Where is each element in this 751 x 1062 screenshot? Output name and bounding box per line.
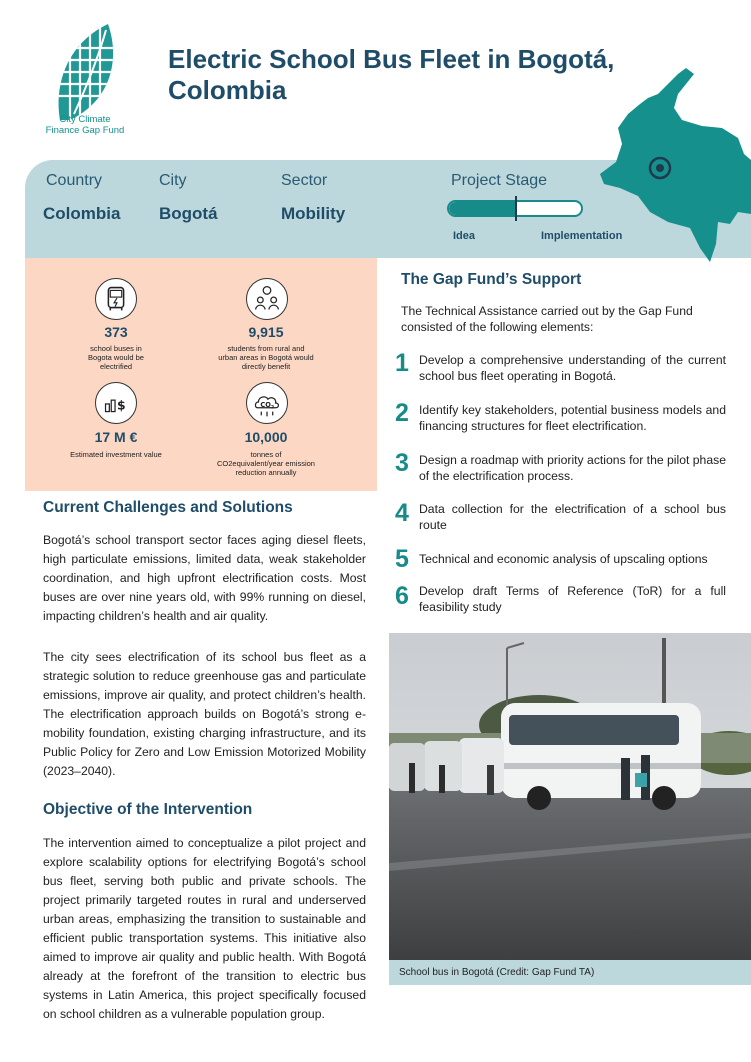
step-number: 1 bbox=[395, 349, 409, 377]
students-icon bbox=[246, 278, 288, 320]
stat-text-line: CO2equivalent/year emission bbox=[217, 459, 315, 468]
photo-caption bbox=[389, 960, 751, 985]
title-line-2: Colombia bbox=[168, 75, 287, 105]
stat-text-line: reduction annually bbox=[235, 468, 297, 477]
logo-line-1: City Climate bbox=[59, 114, 111, 125]
challenges-heading: Current Challenges and Solutions bbox=[43, 499, 293, 516]
investment-icon bbox=[95, 382, 137, 424]
city-value: Bogotá bbox=[159, 204, 218, 223]
stat-buses-value: 373 bbox=[104, 324, 128, 340]
stat-text-line: electrified bbox=[99, 362, 133, 371]
stage-start-label: Idea bbox=[453, 230, 476, 242]
stat-buses-text bbox=[56, 344, 176, 371]
stage-label: Project Stage bbox=[451, 172, 548, 189]
support-intro: The Technical Assistance carried out by the Gap Fund consisted of the following elements: bbox=[401, 304, 693, 334]
stat-text-line: Bogota would be bbox=[88, 353, 144, 362]
stat-emissions-value: 10,000 bbox=[244, 429, 288, 445]
school-bus-photo bbox=[389, 633, 751, 960]
objective-paragraph: The intervention aimed to conceptualize a pilot project and explore scalability options for electrifying Bogotá’s school bus fleet, serving both public and private schools. The project primarily targeted routes in rural and underserved urban areas, emphasizing the transition to sustainable and efficient public transportation systems. This initiative also aimed to improve air quality and public health. With Bogotá already at the forefront of the transition to electric bus systems in Latin America, this project specifically focused on school children as a vulnerable population group. bbox=[43, 836, 366, 1021]
country-label: Country bbox=[46, 172, 103, 189]
step-number: 3 bbox=[395, 449, 409, 477]
stat-text-line: urban areas in Bogotá would bbox=[218, 353, 314, 362]
co2-icon-label: CO bbox=[260, 400, 271, 409]
step-text: Data collection for the electrification of a school bus route bbox=[419, 502, 726, 532]
svg-text:$: $ bbox=[116, 398, 126, 413]
colombia-map-icon bbox=[598, 64, 751, 264]
challenges-paragraph-1: Bogotá’s school transport sector faces aging diesel fleets, high particulate emissions, limited data, weak stakeholder coordination, and high upfront electrification costs. Most buses are over nine years old, with 99% running on diesel, impacting children’s health and air quality. bbox=[43, 533, 366, 623]
step-text: Develop draft Terms of Reference (ToR) for a full feasibility study bbox=[419, 584, 726, 614]
stat-text-line: students from rural and bbox=[227, 344, 305, 353]
svg-text:CO2: $CO_2$ bbox=[260, 400, 275, 411]
project-stage-fill bbox=[449, 202, 515, 215]
stage-end-label: Implementation bbox=[541, 230, 623, 242]
stat-students-text bbox=[201, 344, 331, 371]
stat-students-value: 9,915 bbox=[248, 324, 284, 340]
city-label: City bbox=[159, 172, 187, 189]
country-value: Colombia bbox=[43, 204, 121, 223]
stat-investment-text bbox=[46, 450, 186, 459]
stat-text-line: directly benefit bbox=[241, 362, 291, 371]
step-text: Develop a comprehensive understanding of the current school bus fleet operating in Bogotá. bbox=[419, 353, 726, 383]
stat-investment-value: 17 M € bbox=[94, 429, 138, 445]
co2-icon bbox=[246, 382, 288, 424]
bus-icon bbox=[95, 278, 137, 320]
support-heading: The Gap Fund’s Support bbox=[401, 271, 582, 288]
sector-label: Sector bbox=[281, 172, 328, 189]
stat-text-line: school buses in bbox=[90, 344, 142, 353]
stat-emissions-text bbox=[196, 450, 336, 477]
step-number: 2 bbox=[395, 399, 409, 427]
logo-text bbox=[30, 114, 140, 136]
photo-caption-text: School bus in Bogotá (Credit: Gap Fund TA) bbox=[399, 967, 595, 978]
project-stage-marker bbox=[515, 196, 517, 221]
stat-text-line: Estimated investment value bbox=[70, 450, 162, 459]
challenges-paragraph-2: The city sees electrification of its school bus fleet as a strategic solution to reduce greenhouse gas and particulate emissions, improve air quality, and protect children’s health. The electrification approach builds on Bogotá’s strong e-mobility foundation, existing charging infrastructure, and its Public Policy for Zero and Low Emission Motorized Mobility (2023–2040). bbox=[43, 650, 366, 778]
step-number: 6 bbox=[395, 582, 409, 610]
step-number: 4 bbox=[395, 499, 409, 527]
title-line-1: Electric School Bus Fleet in Bogotá, bbox=[168, 44, 615, 74]
objective-heading: Objective of the Intervention bbox=[43, 801, 253, 818]
sector-value: Mobility bbox=[281, 204, 346, 223]
stat-text-line: tonnes of bbox=[250, 450, 282, 459]
step-text: Design a roadmap with priority actions for the pilot phase of the electrification process. bbox=[419, 453, 726, 483]
logo-line-2: Finance Gap Fund bbox=[45, 125, 125, 136]
step-text: Technical and economic analysis of upscaling options bbox=[419, 552, 708, 566]
step-text: Identify key stakeholders, potential business models and financing structures for fleet electrification. bbox=[419, 403, 726, 433]
page-title bbox=[168, 44, 618, 106]
step-number: 5 bbox=[395, 545, 409, 573]
